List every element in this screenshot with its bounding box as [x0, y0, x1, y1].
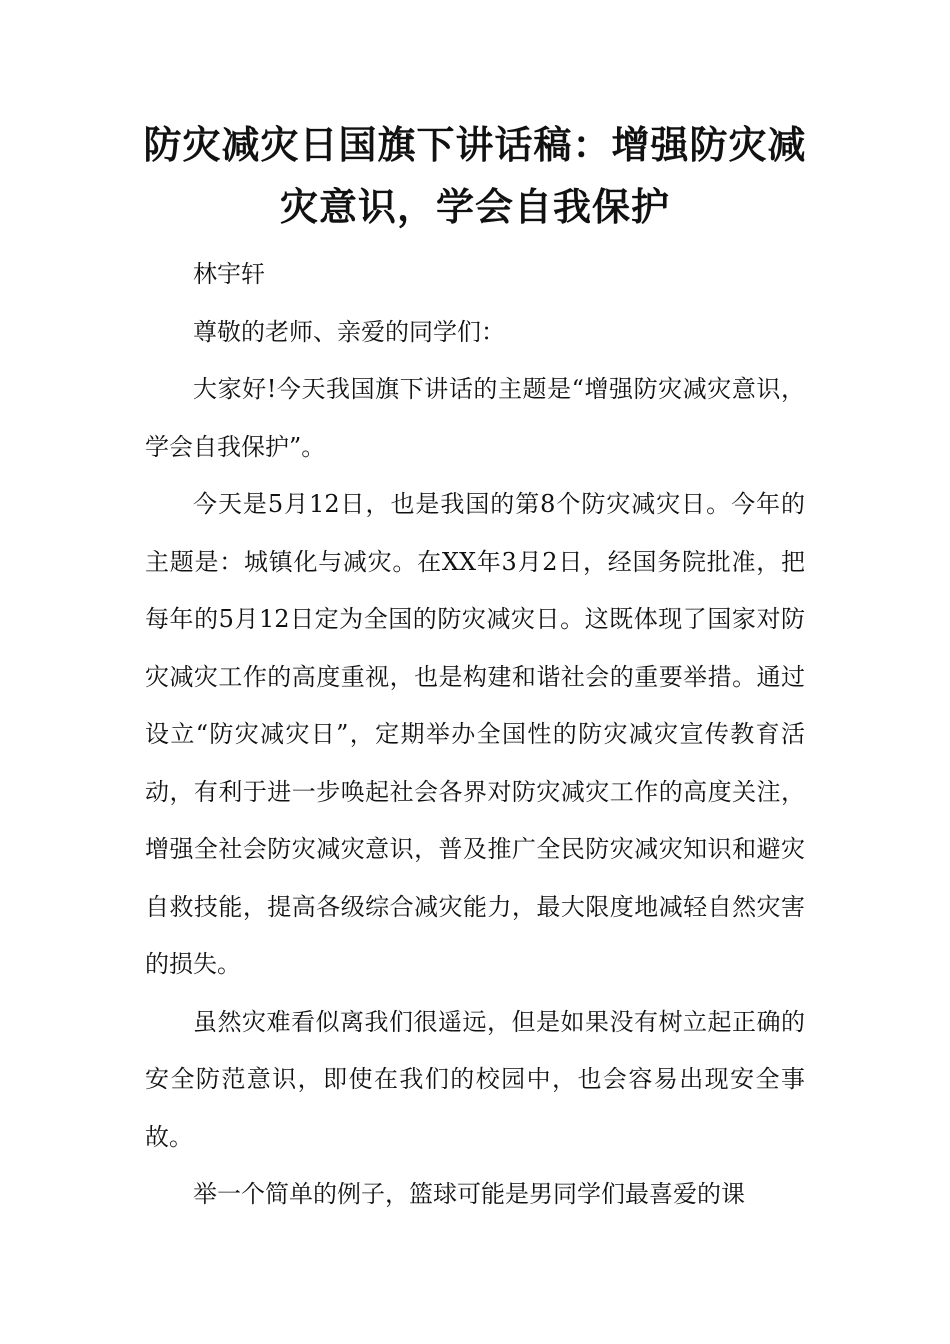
greeting: 尊敬的老师、亲爱的同学们： — [193, 317, 505, 346]
paragraph-safety-awareness: 虽然灾难看似离我们很遥远，但是如果没有树立起正确的安全防范意识，即使在我们的校园中，也会容易出现安全事故。 — [145, 1007, 805, 1151]
document-title — [120, 114, 830, 238]
title-line-2: 灾意识，学会自我保护 — [279, 184, 670, 229]
document-body — [145, 246, 805, 1224]
title-line-1: 防灾减灾日国旗下讲话稿：增强防灾减 — [143, 122, 807, 167]
paragraph-example: 举一个简单的例子，篮球可能是男同学们最喜爱的课 — [193, 1180, 745, 1208]
paragraph-disaster-day: 今天是5月12日，也是我国的第8个防灾减灾日。今年的主题是：城镇化与减灾。在XX年3月2日，经国务院批准，把每年的5月12日定为全国的防灾减灾日。这既体现了国家对防灾减灾工作的高度重视，也是构建和谐社会的重要举措。通过设立“防灾减灾日”，定期举办全国性的防灾减灾宣传教育活动，有利于进一步唤起社会各界对防灾减灾工作的高度关注，增强全社会防灾减灾意识，普及推广全民防灾减灾知识和避灾自救技能，提高各级综合减灾能力，最大限度地减轻自然灾害的损失。 — [145, 490, 805, 978]
author-name: 林宇轩 — [193, 260, 265, 288]
paragraph-intro: 大家好!今天我国旗下讲话的主题是“增强防灾减灾意识，学会自我保护”。 — [145, 375, 805, 461]
